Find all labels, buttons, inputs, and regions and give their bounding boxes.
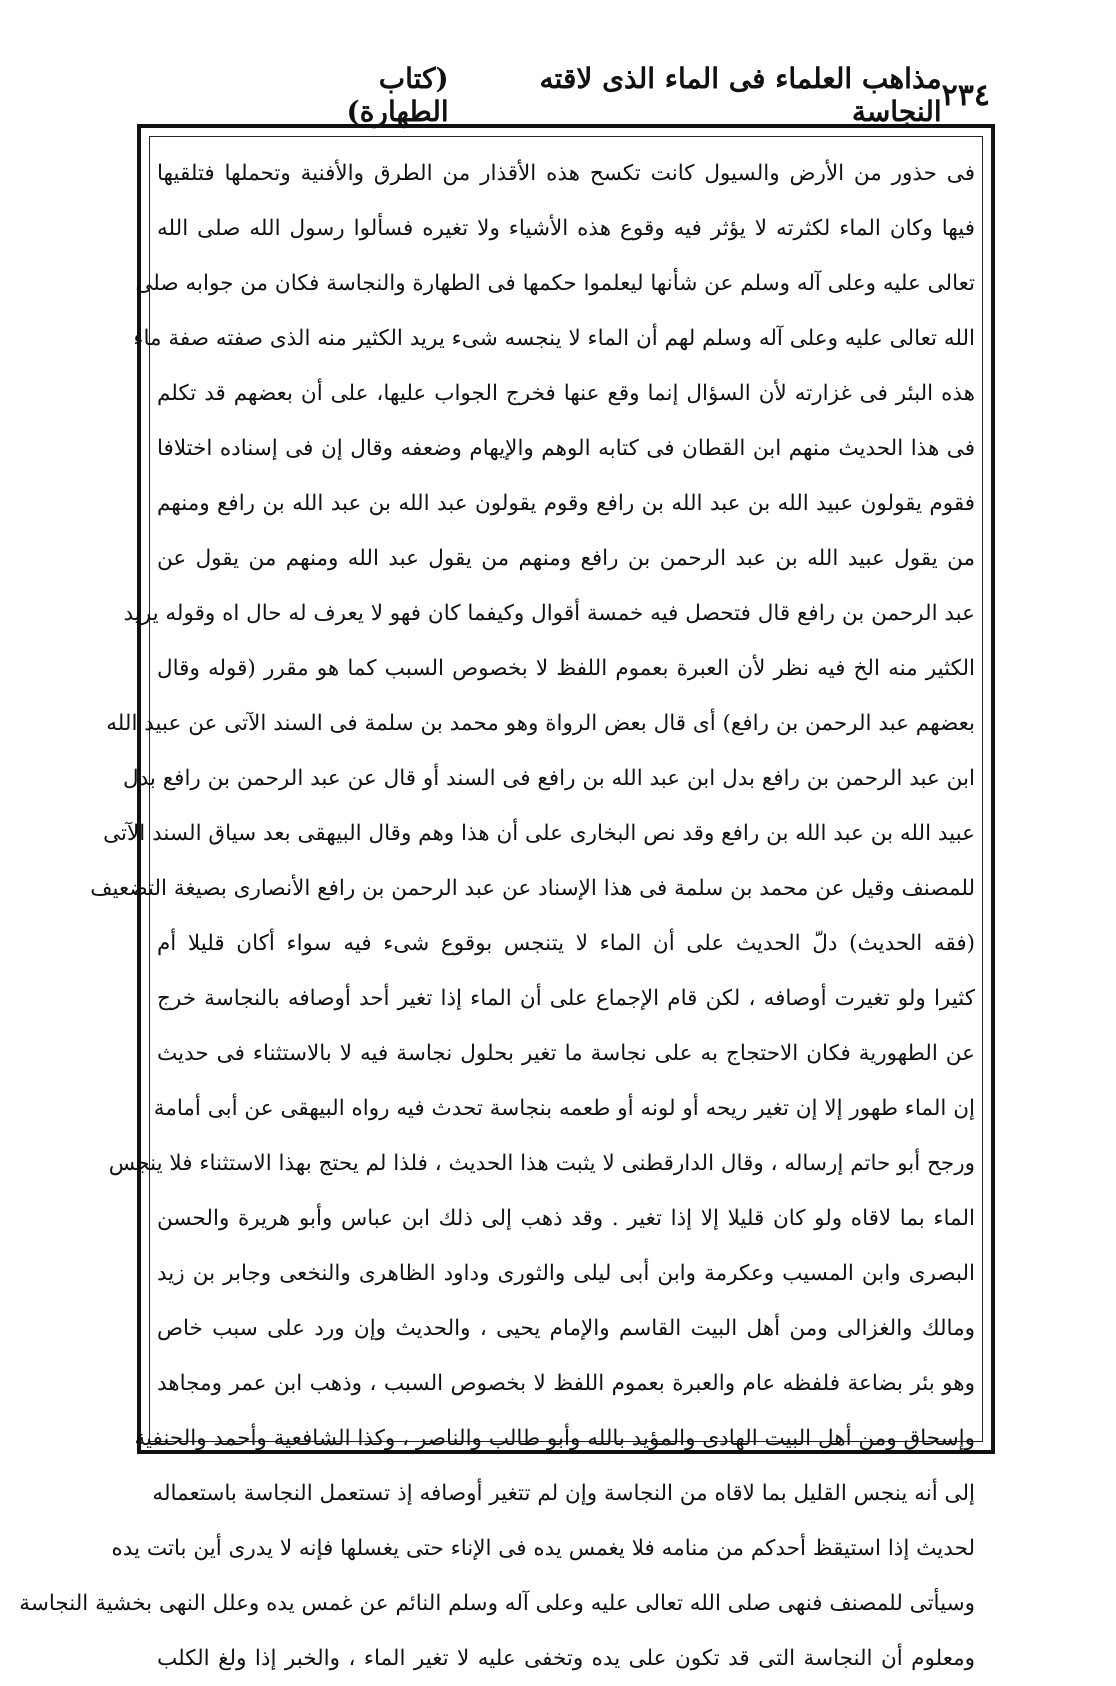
running-title: مذاهب العلماء فى الماء الذى لاقته النجاسة: [539, 62, 942, 128]
text-line: فى حذور من الأرض والسيول كانت تكسح هذه الأقذار من الطرق والأفنية وتحملها فتلقيها: [157, 161, 975, 186]
text-line: عبد الرحمن بن رافع قال فتحصل فيه خمسة أقوال وكيفما كان فهو لا يعرف له حال اه وقوله يريد: [123, 601, 975, 626]
text-line: هذه البئر فى غزارته لأن السؤال إنما وقع عنها فخرج الجواب عليها، على أن بعضهم قد تكلم: [157, 381, 975, 406]
text-line: تعالى عليه وعلى آله وسلم عن شأنها ليعلموا حكمها فى الطهارة والنجاسة فكان من جوابه صلى: [135, 271, 975, 296]
text-line: فقوم يقولون عبيد الله بن عبد الله بن رافع وقوم يقولون عبد الله بن عبد الله بن رافع ومنهم: [157, 491, 975, 516]
text-line: عبيد الله بن عبد الله بن رافع وقد نص البخارى على أن هذا وهم وقال البيهقى بعد سياق السند الآتى: [103, 821, 975, 846]
text-line: الله تعالى عليه وعلى آله وسلم لهم أن الماء لا ينجسه شىء يريد الكثير منه الذى صفته صفة ماء: [133, 326, 975, 351]
section-title: (كتاب الطهارة): [346, 62, 449, 128]
body-text: [19, 146, 975, 1686]
text-line: البصرى وابن المسيب وعكرمة وابن أبى ليلى والثورى وداود الظاهرى والنخعى وجابر بن زيد: [157, 1261, 975, 1286]
text-line: للمصنف وقيل عن محمد بن سلمة فى هذا الإسناد عن عبد الرحمن بن رافع الأنصارى بصيغة التضعيف: [90, 876, 975, 901]
text-line: إلى أنه ينجس القليل بما لاقاه من النجاسة وإن لم تتغير أوصافه إذ تستعمل النجاسة باستعماله: [152, 1481, 975, 1506]
text-line: وإسحاق ومن أهل البيت الهادى والمؤيد بالله وأبو طالب والناصر ، وكذا الشافعية وأحمد والحنفية: [134, 1426, 975, 1451]
text-line: وسيأتى للمصنف فنهى صلى الله تعالى عليه وعلى آله وسلم النائم عن غمس يده وعلل النهى بخشية النجاسة: [19, 1591, 975, 1616]
text-line: كثيرا ولو تغيرت أوصافه ، لكن قام الإجماع على أن الماء إذا تغير أحد أوصافه بالنجاسة خرج: [157, 986, 975, 1011]
text-line: ومالك والغزالى ومن أهل البيت القاسم والإمام يحيى ، والحديث وإن ورد على سبب خاص: [157, 1316, 975, 1341]
text-line: وهو بئر بضاعة فلفظه عام والعبرة بعموم اللفظ لا بخصوص السبب ، وذهب ابن عمر ومجاهد: [157, 1371, 975, 1396]
text-line: (فقه الحديث) دلّ الحديث على أن الماء لا يتنجس بوقوع شىء فيه سواء أكان قليلا أم: [157, 931, 975, 956]
text-line: عن الطهورية فكان الاحتجاج به على نجاسة ما تغير بحلول نجاسة فيه لا بالاستثناء فى حديث: [157, 1041, 975, 1066]
text-line: ورجح أبو حاتم إرساله ، وقال الدارقطنى لا يثبت هذا الحديث ، فلذا لم يحتج بهذا الاستثناء فلا ينجس: [108, 1151, 975, 1176]
text-line: ومعلوم أن النجاسة التى قد تكون على يده وتخفى عليه لا تغير الماء ، والخبر إذا ولغ الكلب: [157, 1646, 975, 1671]
text-line: إن الماء طهور إلا إن تغير ريحه أو لونه أو طعمه بنجاسة تحدث فيه رواه البيهقى عن أبى أمامة: [153, 1096, 975, 1121]
text-line: ابن عبد الرحمن بن رافع بدل ابن عبد الله بن رافع فى السند أو قال عن عبد الرحمن بن رافع بدل: [123, 766, 975, 791]
text-line: فيها وكان الماء لكثرته لا يؤثر فيه وقوع هذه الأشياء ولا تغيره فسألوا رسول الله صلى الله: [157, 216, 975, 241]
text-line: من يقول عبيد الله بن عبد الرحمن بن رافع ومنهم من يقول عبد الله ومنهم من يقول عن: [157, 546, 975, 571]
text-line: الماء بما لاقاه ولو كان قليلا إلا إذا تغير . وقد ذهب إلى ذلك ابن عباس وأبو هريرة والحسن: [157, 1206, 975, 1231]
page-number: ٢٣٤: [941, 77, 990, 113]
page-header: [270, 62, 990, 128]
text-line: بعضهم عبد الرحمن بن رافع) أى قال بعض الرواة وهو محمد بن سلمة فى السند الآتى عن عبيد الله: [106, 711, 975, 736]
text-line: فى هذا الحديث منهم ابن القطان فى كتابه الوهم والإيهام وضعفه وقال إن فى إسناده اختلافا: [157, 436, 975, 461]
text-line: لحديث إذا استيقظ أحدكم من منامه فلا يغمس يده فى الإناء حتى يغسلها فإنه لا يدرى أين باتت يده: [111, 1536, 975, 1561]
text-line: الكثير منه الخ فيه نظر لأن العبرة بعموم اللفظ لا بخصوص السبب كما هو مقرر (قوله وقال: [157, 656, 975, 681]
